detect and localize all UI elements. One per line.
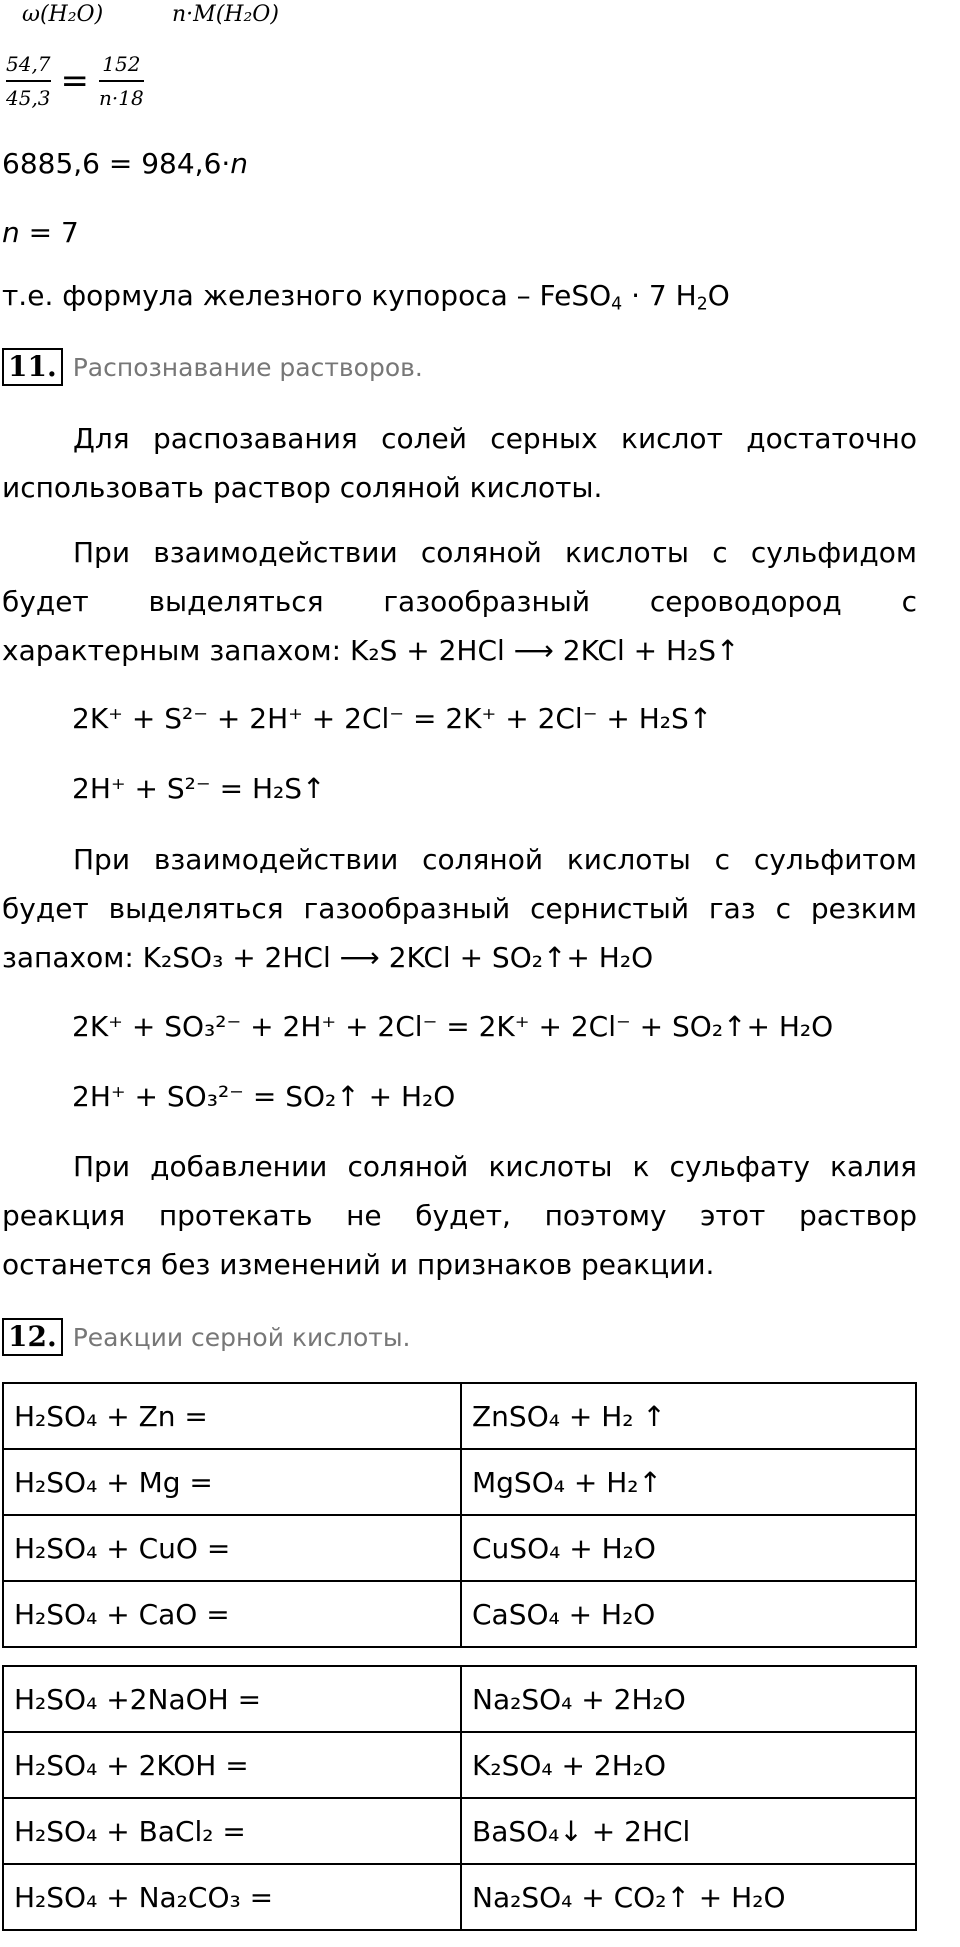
- reactions-table-continued: [2, 1665, 917, 1931]
- paragraph-sulfate: При добавлении соляной кислоты к сульфату калия реакция протекать не будет, поэтому этот раствор останется без изменений и признаков реакции.: [2, 1150, 917, 1281]
- section-number: 12.: [2, 1318, 63, 1356]
- ionic-equation-short-sulfide: 2H⁺ + S²⁻ = H₂S↑: [72, 772, 326, 805]
- reactants-cell: H₂SO₄ + CuO =: [3, 1515, 461, 1581]
- conclusion-line: т.е. формула железного купороса – FeSO$_4$ · 7 $H_2O$: [2, 279, 730, 315]
- n-molar-mass-label: n·M(H₂O): [172, 2, 279, 27]
- equation-line-2: n = 7: [2, 216, 79, 249]
- reactants-cell: H₂SO₄ + 2KOH =: [3, 1732, 461, 1798]
- products-cell: ZnSO₄ + H₂ ↑: [461, 1383, 916, 1449]
- proportion-formula: [6, 52, 144, 110]
- ionic-equation-short-sulfite: 2H⁺ + SO₃²⁻ = SO₂↑ + H₂O: [72, 1080, 456, 1113]
- paragraph-sulfite: При взаимодействии соляной кислоты с сульфитом будет выделяться газообразный сернистый газ с резким запахом: K₂SO₃ + 2HCl ⟶ 2KCl + SO₂↑+ H₂O: [2, 843, 917, 974]
- ionic-equation-full-sulfide: 2K⁺ + S²⁻ + 2H⁺ + 2Cl⁻ = 2K⁺ + 2Cl⁻ + H₂S↑: [72, 702, 713, 735]
- section-title: Реакции серной кислоты.: [72, 1322, 411, 1352]
- fraction-bar: [6, 80, 51, 82]
- table-row: [3, 1798, 916, 1864]
- fraction-molar-ratio: [99, 52, 144, 110]
- table-row: [3, 1515, 916, 1581]
- products-cell: CaSO₄ + H₂O: [461, 1581, 916, 1647]
- ionic-equation-full-sulfite: 2K⁺ + SO₃²⁻ + 2H⁺ + 2Cl⁻ = 2K⁺ + 2Cl⁻ + SO₂↑+ H₂O: [72, 1010, 834, 1043]
- reactants-cell: H₂SO₄ + BaCl₂ =: [3, 1798, 461, 1864]
- reactants-cell: H₂SO₄ + CaO =: [3, 1581, 461, 1647]
- reactants-cell: H₂SO₄ +2NaOH =: [3, 1666, 461, 1732]
- reaction-equation: K₂S + 2HCl ⟶ 2KCl + H₂S↑: [350, 634, 740, 667]
- products-cell: K₂SO₄ + 2H₂O: [461, 1732, 916, 1798]
- paragraph-intro: Для распозавания солей серных кислот достаточно использовать раствор соляной кислоты.: [2, 422, 917, 504]
- products-cell: BaSO₄↓ + 2HCl: [461, 1798, 916, 1864]
- fraction-numerator: 152: [102, 52, 141, 76]
- equals-sign: =: [60, 60, 90, 101]
- fraction-bar: [99, 80, 144, 82]
- equation-line-1: 6885,6 = 984,6·n: [2, 147, 249, 180]
- products-cell: MgSO₄ + H₂↑: [461, 1449, 916, 1515]
- products-cell: Na₂SO₄ + CO₂↑ + H₂O: [461, 1864, 916, 1930]
- fraction-mass-ratio: [6, 52, 51, 110]
- table-row: [3, 1732, 916, 1798]
- section-11-heading: [2, 348, 423, 386]
- section-number: 11.: [2, 348, 63, 386]
- reaction-equation: K₂SO₃ + 2HCl ⟶ 2KCl + SO₂↑+ H₂O: [142, 941, 654, 974]
- table-row: [3, 1383, 916, 1449]
- table-row: [3, 1666, 916, 1732]
- fraction-denominator: n·18: [99, 85, 144, 110]
- reactants-cell: H₂SO₄ + Na₂CO₃ =: [3, 1864, 461, 1930]
- products-cell: Na₂SO₄ + 2H₂O: [461, 1666, 916, 1732]
- table-row: [3, 1864, 916, 1930]
- reactants-cell: H₂SO₄ + Mg =: [3, 1449, 461, 1515]
- section-12-heading: [2, 1318, 411, 1356]
- table-row: [3, 1581, 916, 1647]
- section-title: Распознавание растворов.: [72, 352, 423, 382]
- fraction-numerator: 54,7: [6, 52, 51, 76]
- paragraph-sulfide: При взаимодействии соляной кислоты с сульфидом будет выделяться газообразный сероводород с характерным запахом: K₂S + 2HCl ⟶ 2KCl + H₂S↑: [2, 536, 917, 667]
- fraction-denominator: 45,3: [6, 85, 51, 110]
- products-cell: CuSO₄ + H₂O: [461, 1515, 916, 1581]
- table-row: [3, 1449, 916, 1515]
- omega-label: ω(H₂O): [22, 2, 104, 27]
- reactants-cell: H₂SO₄ + Zn =: [3, 1383, 461, 1449]
- reactions-table: [2, 1382, 917, 1648]
